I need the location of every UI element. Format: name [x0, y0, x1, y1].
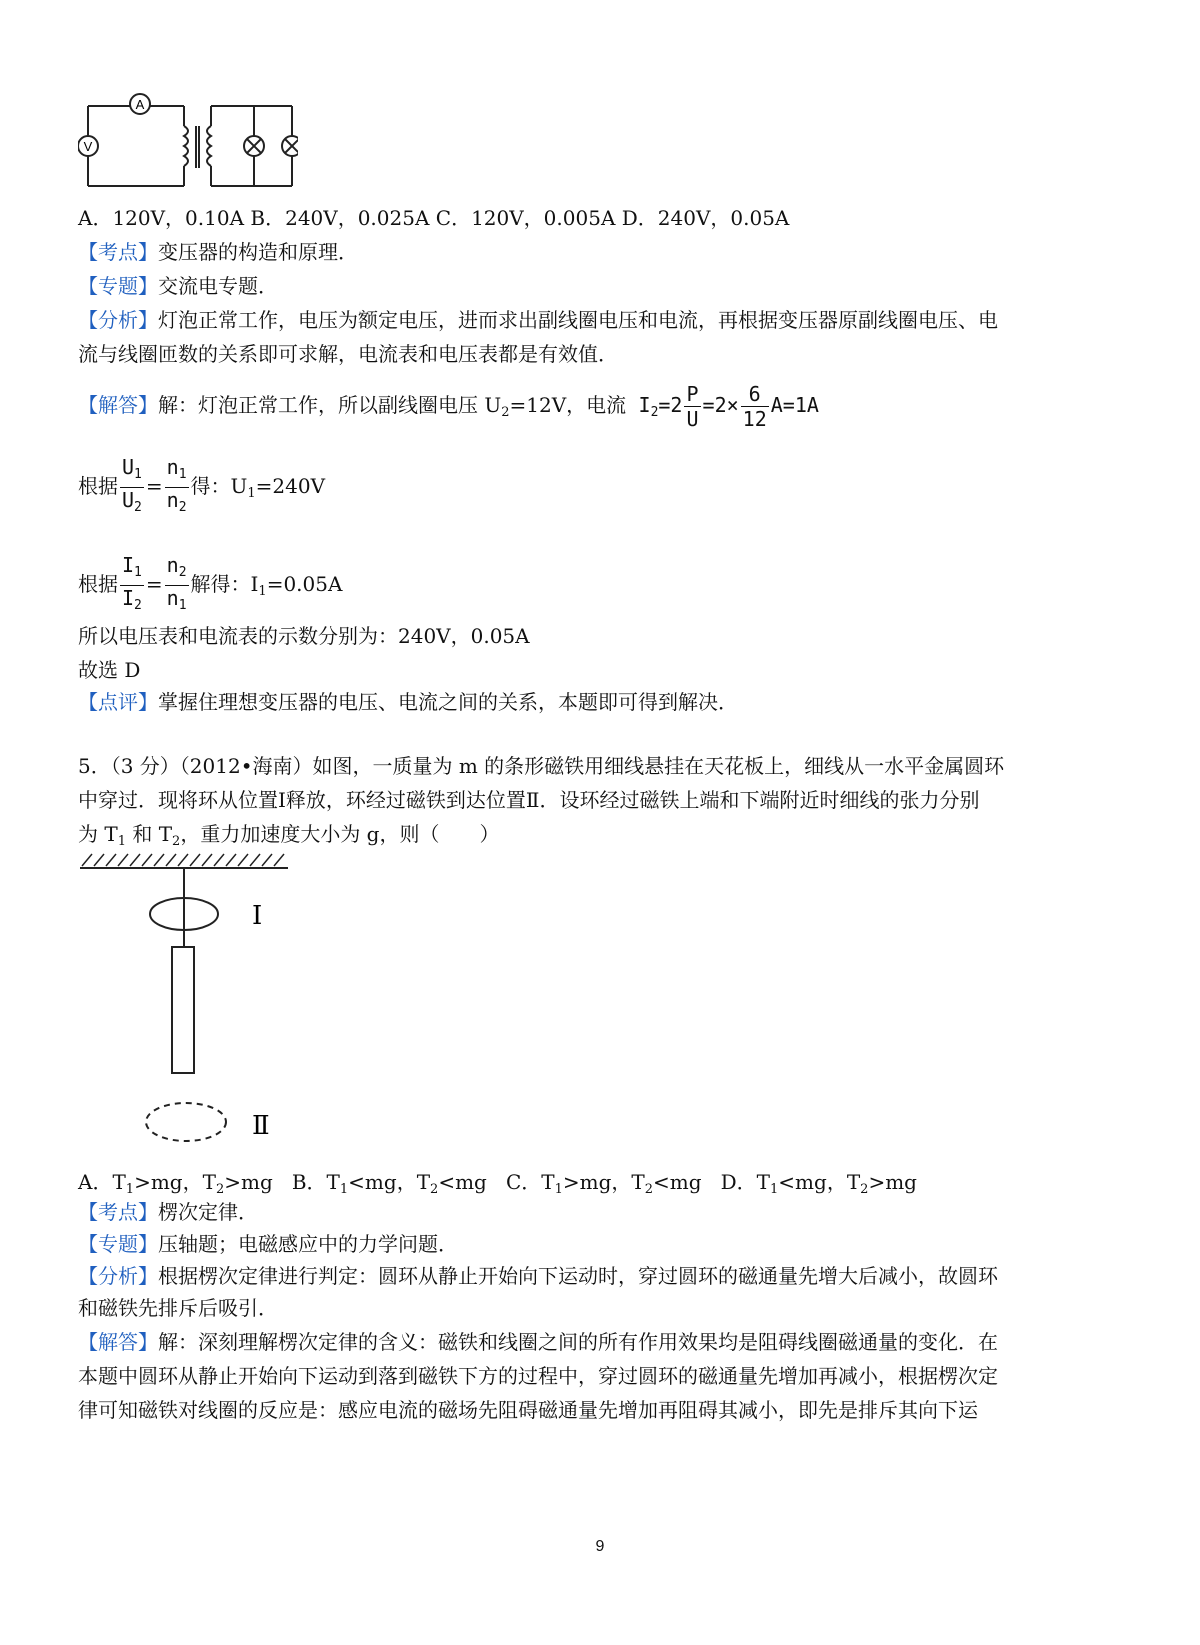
- opt-m2: <mg: [438, 1170, 500, 1194]
- jieda-text-1: 解：深刻理解楞次定律的含义：磁铁和线圈之间的所有作用效果均是阻碍线圈磁通量的变化．在: [158, 1330, 998, 1354]
- q5-option-b: [291, 1170, 500, 1197]
- f-lhs-sub: 2: [650, 405, 659, 420]
- frac-n2-n1: [165, 553, 189, 618]
- stem3a: 为 T: [78, 822, 118, 846]
- opt-pre: A．T: [78, 1170, 126, 1194]
- fn2-ds: 1: [178, 598, 187, 613]
- q4-formula-i: 根据 $\frac{I_1}{I_2}$ = $\frac{n_2}{n_1}$ 解得：$I_1=0.05A$: [78, 553, 342, 618]
- f-lhs: I: [638, 393, 651, 417]
- formula-i2: [638, 382, 819, 431]
- fenxi-tag: 【分析】: [78, 1264, 158, 1288]
- q4-formula-u: 根据 $\frac{U_1}{U_2}$ = $\frac{n_1}{n_2}$ 得：$U_1=240V$: [78, 455, 325, 520]
- opt-pre: D．T: [720, 1170, 771, 1194]
- q5-option-a: [78, 1170, 286, 1197]
- f2-tail-b: =0.05A: [266, 572, 343, 596]
- frac-num2: 6: [741, 382, 769, 407]
- fn-ds: 2: [178, 500, 187, 515]
- q5-zhuanti: [78, 1230, 458, 1258]
- zhuanti-tag: 【专题】: [78, 1232, 158, 1256]
- stem3c: ，重力加速度大小为 g，则（ ）: [180, 822, 500, 846]
- frac-num: P: [686, 382, 699, 406]
- fi-ds: 2: [134, 598, 142, 613]
- q5-option-c: [505, 1170, 715, 1197]
- ammeter-label: A: [135, 97, 145, 112]
- zhuanti-text: 交流电专题．: [158, 274, 278, 298]
- jieda-text: 解：灯泡正常工作，所以副线圈电压 U: [158, 393, 502, 417]
- q4-kaodian: [78, 238, 358, 266]
- fenxi-tag: 【分析】: [78, 308, 158, 332]
- opt-s2: 2: [215, 1182, 225, 1197]
- stem3s1: 1: [117, 834, 126, 849]
- genju-text: 根据: [78, 474, 118, 498]
- q4-fenxi: [78, 306, 998, 334]
- fu-ns: 1: [134, 467, 142, 482]
- jieda-tag: 【解答】: [78, 1330, 158, 1354]
- q5-stem-2: 中穿过．现将环从位置Ⅰ释放，环经过磁铁到达位置Ⅱ．设环经过磁铁上端和下端附近时细线的张力分别: [78, 788, 980, 812]
- opt-s2: 2: [430, 1182, 439, 1197]
- kaodian-text: 楞次定律．: [158, 1200, 258, 1224]
- opt-s1: 1: [125, 1182, 135, 1197]
- fi-d: I: [122, 586, 135, 610]
- q4-conclusion: 所以电压表和电流表的示数分别为：240V，0.05A: [78, 624, 530, 648]
- position-ii-label: Ⅱ: [252, 1111, 270, 1141]
- fn2-ns: 2: [178, 565, 187, 580]
- kaodian-tag: 【考点】: [78, 240, 158, 264]
- transformer-circuit-diagram: [78, 88, 298, 198]
- q4-dianping: [78, 688, 738, 716]
- opt-s2: 2: [860, 1182, 869, 1197]
- q4-fenxi-2: 流与线圈匝数的关系即可求解，电流表和电压表都是有效值．: [78, 342, 618, 366]
- genju-text-2: 根据: [78, 572, 118, 596]
- f-tail: A=1A: [770, 393, 819, 417]
- f1-tail-sub: 1: [247, 486, 256, 501]
- dianping-tag: 【点评】: [78, 690, 158, 714]
- dianping-text: 掌握住理想变压器的电压、电流之间的关系，本题即可得到解决．: [158, 690, 738, 714]
- f-mid: =2×: [702, 393, 739, 417]
- magnet-ring-diagram: [78, 852, 298, 1157]
- stem3b: 和 T: [125, 822, 173, 846]
- fi-ns: 1: [134, 565, 142, 580]
- fenxi-text-1: 根据楞次定律进行判定：圆环从静止开始向下运动时，穿过圆环的磁通量先增大后减小，故圆环: [158, 1264, 998, 1288]
- opt-s1: 1: [554, 1182, 563, 1197]
- opt-pre: C．T: [505, 1170, 555, 1194]
- q5-stem-1: 5．（3 分）（2012•海南）如图，一质量为 m 的条形磁铁用细线悬挂在天花板上，细线从一水平金属圆环: [78, 754, 1005, 778]
- f1-tail-b: =240V: [255, 474, 326, 498]
- fn-n: n: [166, 455, 179, 479]
- fu-d: U: [122, 488, 135, 512]
- jieda-tag: 【解答】: [78, 393, 158, 417]
- kaodian-text: 变压器的构造和原理．: [158, 240, 358, 264]
- opt-m1: <mg，T: [778, 1170, 861, 1194]
- fenxi-text-1: 灯泡正常工作，电压为额定电压，进而求出副线圈电压和电流，再根据变压器原副线圈电压、电: [158, 308, 998, 332]
- q5-jieda-2: 本题中圆环从静止开始向下运动到落到磁铁下方的过程中，穿过圆环的磁通量先增加再减小，根据楞次定: [78, 1364, 998, 1388]
- f2-tail-sub: 1: [258, 584, 267, 599]
- opt-m1: >mg，T: [562, 1170, 645, 1194]
- opt-s1: 1: [770, 1182, 779, 1197]
- fi-n: I: [122, 553, 135, 577]
- opt-m2: >mg: [224, 1170, 286, 1194]
- q4-zhuanti: [78, 272, 278, 300]
- f2-tail: 解得：I: [190, 572, 259, 596]
- zhuanti-tag: 【专题】: [78, 274, 158, 298]
- kaodian-tag: 【考点】: [78, 1200, 158, 1224]
- opt-m2: <mg: [653, 1170, 715, 1194]
- fn-ns: 1: [178, 467, 187, 482]
- q5-kaodian: [78, 1198, 258, 1226]
- fn2-n: n: [166, 553, 179, 577]
- fn-d: n: [166, 488, 179, 512]
- opt-m1: >mg，T: [134, 1170, 216, 1194]
- voltmeter-label: V: [83, 139, 93, 154]
- q5-fenxi: [78, 1262, 998, 1290]
- frac-den: U: [686, 407, 699, 431]
- opt-pre: B．T: [291, 1170, 340, 1194]
- frac-p-u: [684, 382, 700, 431]
- jieda-text-b: =12V，电流: [509, 393, 627, 417]
- frac-i1-i2: [120, 553, 144, 618]
- sub: 2: [501, 405, 510, 420]
- q5-option-d: [720, 1170, 917, 1197]
- q5-jieda-3: 律可知磁铁对线圈的反应是：感应电流的磁场先阻碍磁通量先增加再阻碍其减小，即先是排斥其向下运: [78, 1398, 978, 1422]
- stem3s2: 2: [172, 834, 181, 849]
- frac-den2: 12: [742, 407, 767, 431]
- opt-m2: >mg: [868, 1170, 917, 1194]
- frac-6-12: [741, 382, 769, 431]
- q5-stem-3: [78, 820, 500, 856]
- q5-jieda: [78, 1328, 998, 1356]
- position-i-label: Ⅰ: [252, 901, 263, 931]
- frac-u1-u2: [120, 455, 144, 520]
- f-eq: =2: [658, 393, 683, 417]
- zhuanti-text: 压轴题；电磁感应中的力学问题．: [158, 1232, 458, 1256]
- fn2-d: n: [166, 586, 179, 610]
- opt-s2: 2: [644, 1182, 654, 1197]
- q4-options: A．120V，0.10A B．240V，0.025A C．120V，0.005A D．240V，0.05A: [78, 206, 790, 230]
- page-number: 9: [595, 1538, 605, 1555]
- opt-s1: 1: [339, 1182, 349, 1197]
- opt-m1: <mg，T: [348, 1170, 431, 1194]
- q5-fenxi-2: 和磁铁先排斥后吸引．: [78, 1296, 278, 1320]
- q4-choose: 故选 D: [78, 658, 141, 682]
- frac-n1-n2: [165, 455, 189, 520]
- fu-n: U: [122, 455, 135, 479]
- f1-tail: 得：U: [190, 474, 248, 498]
- fu-ds: 2: [134, 500, 142, 515]
- q4-jieda: [78, 382, 819, 431]
